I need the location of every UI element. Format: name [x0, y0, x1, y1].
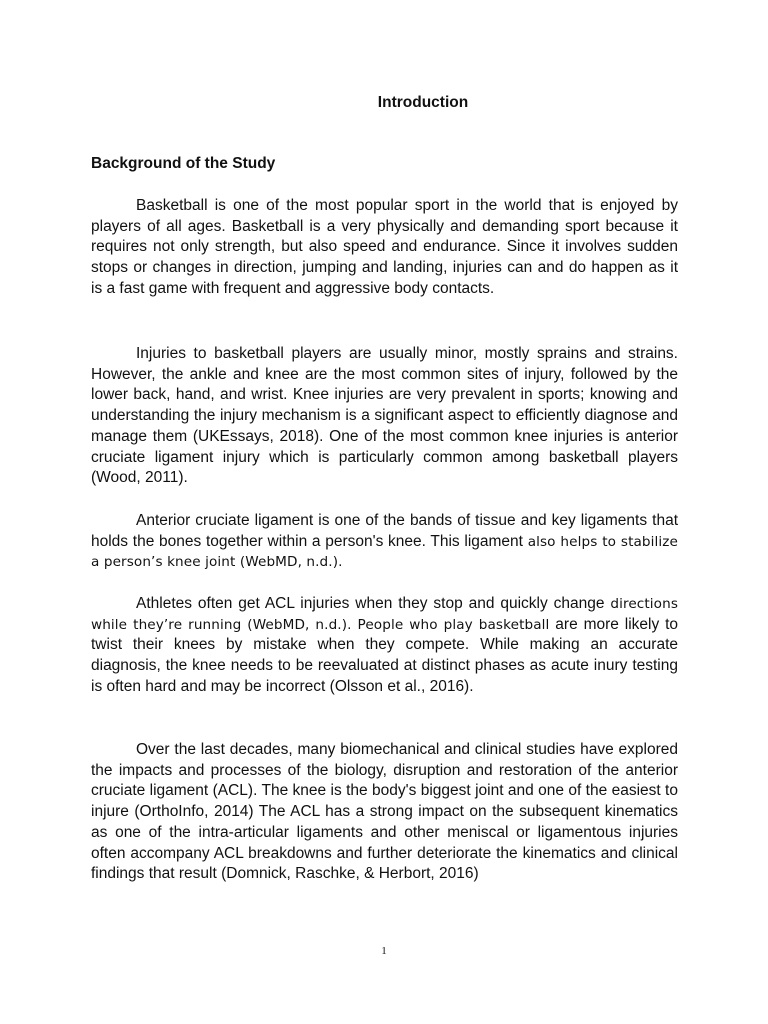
- page-title: Introduction: [377, 94, 469, 111]
- paragraph-text: Basketball is one of the most popular sport in the world that is enjoyed by players of all ages. Basketball is a very physically and demanding sport because it requires not only strength, but also speed and endurance. Since it involves sudden stops or changes in direction, jumping and landing, injuries can and do happen as it is a fast game with frequent and aggressive body contacts.: [91, 197, 678, 297]
- paragraph-text: Over the last decades, many biomechanical and clinical studies have explored the impacts and processes of the biology, disruption and restoration of the anterior cruciate ligament (ACL). The knee is the body's biggest joint and one of the easiest to injure (OrthoInfo, 2014) The ACL has a strong impact on the subsequent kinematics as one of the intra-articular ligaments and other meniscal or ligamentous injuries often accompany ACL breakdowns and further deteriorate the kinematics and clinical findings that result (Domnick, Raschke, & Herbort, 2016): [91, 741, 678, 883]
- section-heading: Background of the Study: [91, 155, 276, 172]
- paragraph-knee-injuries: [91, 344, 678, 489]
- paragraph-acl-studies: [91, 740, 678, 885]
- paragraph-text-alt-font: directions while they’re running (WebMD, n.d.). People who play basketball: [91, 596, 678, 633]
- paragraph-text: Injuries to basketball players are usually minor, mostly sprains and strains. However, the ankle and knee are the most common sites of injury, followed by the lower back, hand, and wrist. Knee injuries are very prevalent in sports; knowing and understanding the injury mechanism is a significant aspect to efficiently diagnose and manage them (UKEssays, 2018). One of the most common knee injuries is anterior cruciate ligament injury which is particularly common among basketball players (Wood, 2011).: [91, 345, 678, 487]
- page-number: 1: [381, 945, 387, 957]
- paragraph-text: Athletes often get ACL injuries when they stop and quickly change: [136, 595, 611, 612]
- paragraph-text-alt-font: also helps to stabilize a person’s knee joint (WebMD, n.d.).: [91, 533, 678, 571]
- paragraph-basketball-popularity: [91, 196, 678, 300]
- paragraph-text: Anterior cruciate ligament is one of the bands of tissue and key ligaments that holds the bones together within a person's knee. This ligament: [91, 512, 678, 550]
- paragraph-acl-causes: [91, 594, 678, 698]
- paragraph-text: are more likely to twist their knees by mistake when they compete. While making an accurate diagnosis, the knee needs to be reevaluated at distinct phases as acute inury testing is often hard and may be incorrect (Olsson et al., 2016).: [91, 615, 678, 695]
- paragraph-acl-definition: [91, 511, 678, 573]
